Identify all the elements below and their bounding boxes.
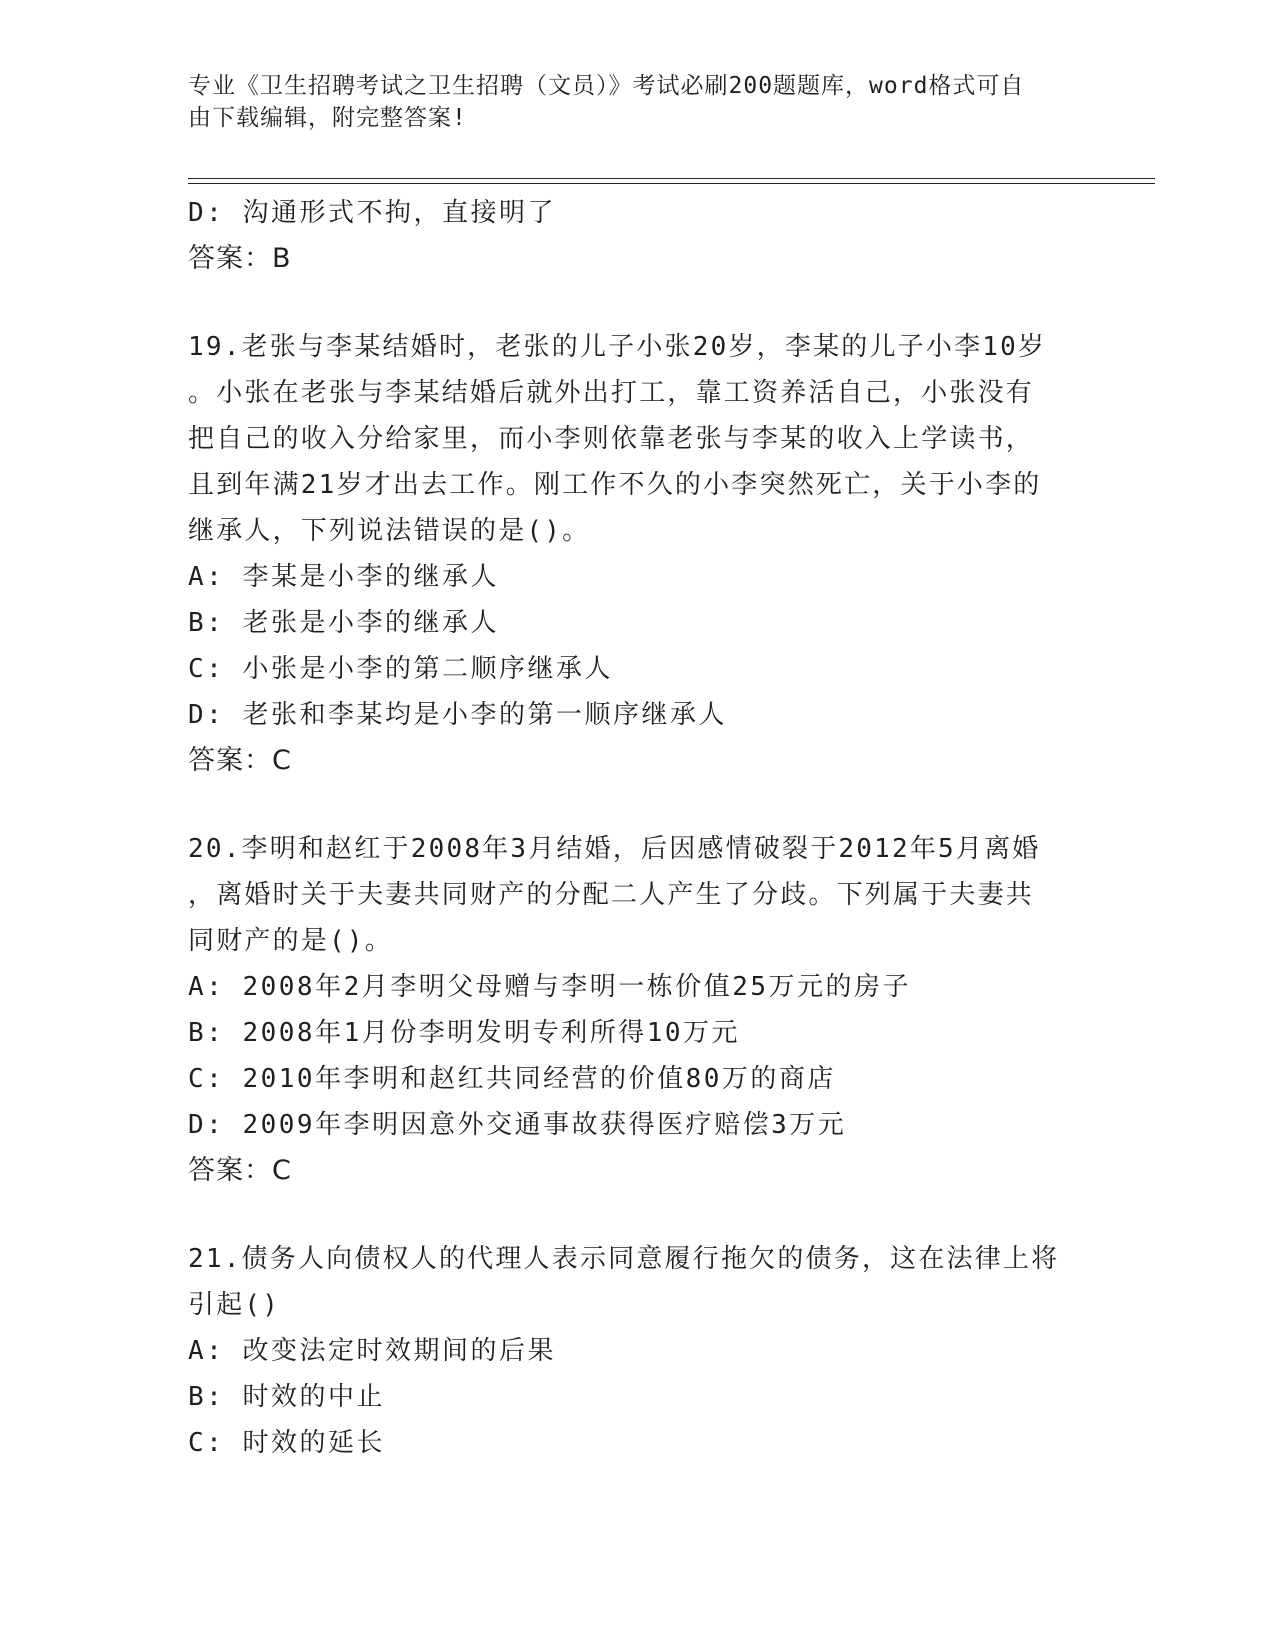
q19-stem-line: 。小张在老张与李某结婚后就外出打工，靠工资养活自己，小张没有 xyxy=(188,378,1035,408)
header-title-line-2: 由下载编辑，附完整答案! xyxy=(188,105,467,131)
q19-option-a: A: 李某是小李的继承人 xyxy=(188,562,499,592)
q19-stem-line: 且到年满21岁才出去工作。刚工作不久的小李突然死亡，关于小李的 xyxy=(188,470,1042,500)
q21-stem-line: 21.债务人向债权人的代理人表示同意履行拖欠的债务，这在法律上将 xyxy=(188,1244,1060,1274)
q21-option-a: A: 改变法定时效期间的后果 xyxy=(188,1336,556,1366)
q20-option-a: A: 2008年2月李明父母赠与李明一栋价值25万元的房子 xyxy=(188,972,912,1002)
q18-option-d: D: 沟通形式不拘，直接明了 xyxy=(188,198,556,228)
q19-option-d: D: 老张和李某均是小李的第一顺序继承人 xyxy=(188,700,727,730)
q21-option-c: C: 时效的延长 xyxy=(188,1428,385,1458)
q20-stem-line: 同财产的是()。 xyxy=(188,926,393,956)
document-body xyxy=(188,190,1078,1466)
question-18-tail xyxy=(188,190,1078,282)
q20-stem-line: 20.李明和赵红于2008年3月结婚，后因感情破裂于2012年5月离婚 xyxy=(188,834,1041,864)
q20-option-d: D: 2009年李明因意外交通事故获得医疗赔偿3万元 xyxy=(188,1110,847,1140)
q21-option-b: B: 时效的中止 xyxy=(188,1382,385,1412)
q19-stem-line: 19.老张与李某结婚时，老张的儿子小张20岁，李某的儿子小李10岁 xyxy=(188,332,1047,362)
document-header xyxy=(188,70,1068,134)
header-divider-top xyxy=(188,178,1155,179)
q20-option-c: C: 2010年李明和赵红共同经营的价值80万的商店 xyxy=(188,1064,836,1094)
q19-stem-line: 把自己的收入分给家里，而小李则依靠老张与李某的收入上学读书， xyxy=(188,424,1035,454)
question-19 xyxy=(188,324,1078,784)
header-title-line-1: 专业《卫生招聘考试之卫生招聘（文员）》考试必刷200题题库，word格式可自 xyxy=(188,73,1025,99)
q19-stem xyxy=(188,324,1078,554)
question-20 xyxy=(188,826,1078,1194)
q21-stem-line: 引起() xyxy=(188,1290,281,1320)
q19-stem-line: 继承人，下列说法错误的是()。 xyxy=(188,516,591,546)
q20-stem xyxy=(188,826,1078,964)
q18-answer: 答案：B xyxy=(188,243,292,274)
q19-option-b: B: 老张是小李的继承人 xyxy=(188,608,499,638)
q21-stem xyxy=(188,1236,1078,1328)
q20-answer: 答案：C xyxy=(188,1155,292,1186)
header-divider-bottom xyxy=(188,183,1155,184)
q19-answer: 答案：C xyxy=(188,745,292,776)
question-21 xyxy=(188,1236,1078,1466)
q20-option-b: B: 2008年1月份李明发明专利所得10万元 xyxy=(188,1018,741,1048)
q20-stem-line: ，离婚时关于夫妻共同财产的分配二人产生了分歧。下列属于夫妻共 xyxy=(188,880,1035,910)
q19-option-c: C: 小张是小李的第二顺序继承人 xyxy=(188,654,613,684)
